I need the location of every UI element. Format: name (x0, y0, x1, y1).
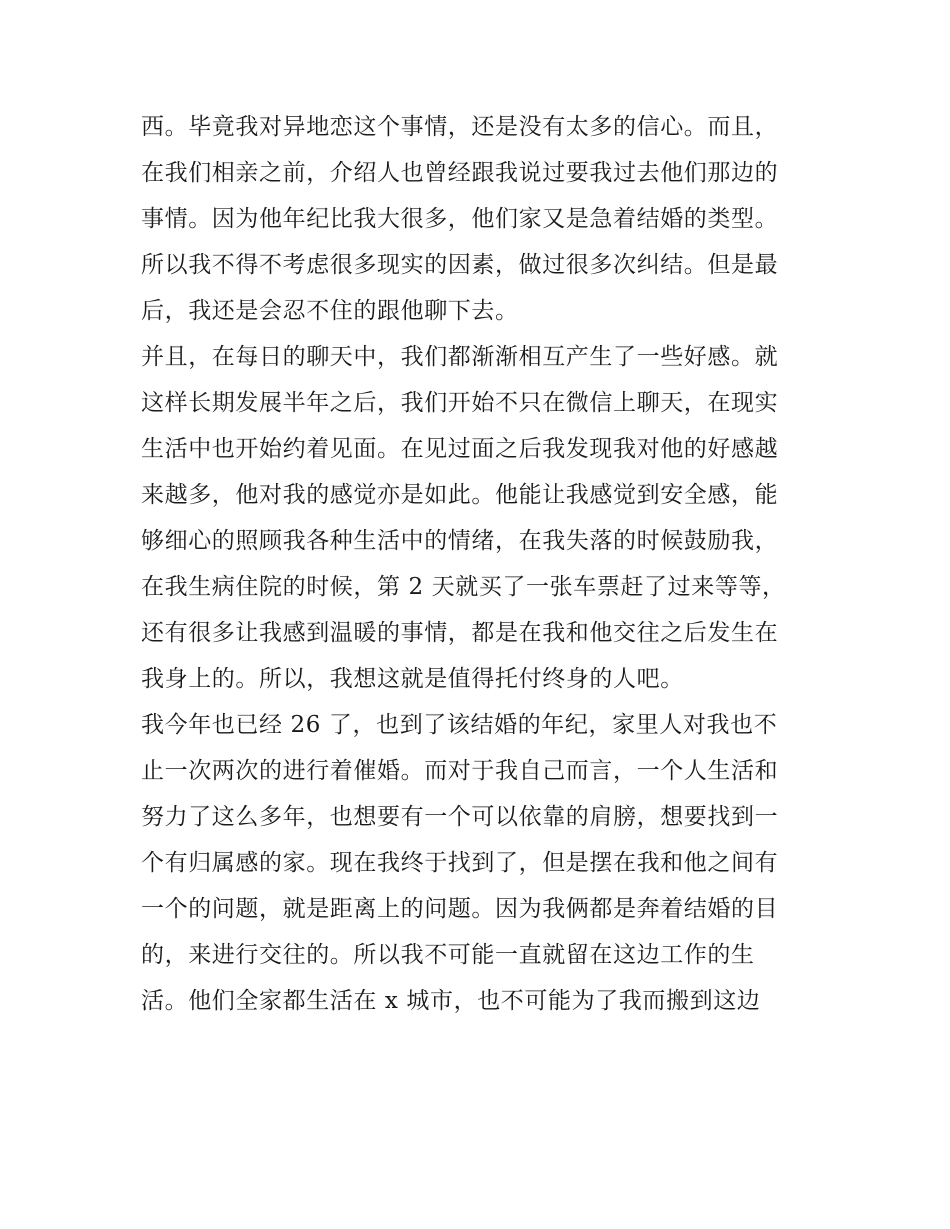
text-line: 够细心的照顾我各种生活中的情绪，在我失落的时候鼓励我， (141, 528, 779, 554)
text-line: 努力了这么多年，也想要有一个可以依靠的肩膀，想要找到一 (141, 804, 779, 830)
text-line: 这样长期发展半年之后，我们开始不只在微信上聊天，在现实 (141, 390, 779, 416)
text-line: 生活中也开始约着见面。在见过面之后我发现我对他的好感越 (141, 436, 779, 462)
text-line: 事情。因为他年纪比我大很多，他们家又是急着结婚的类型。 (141, 206, 779, 232)
text-line: 后，我还是会忍不住的跟他聊下去。 (141, 298, 519, 324)
document-body (141, 104, 821, 1024)
text-line: 在我们相亲之前，介绍人也曾经跟我说过要我过去他们那边的 (141, 160, 779, 186)
text-line: 活。他们全家都生活在 x 城市，也不可能为了我而搬到这边 (141, 988, 761, 1014)
text-line: 西。毕竟我对异地恋这个事情，还是没有太多的信心。而且， (141, 114, 779, 140)
text-line: 的，来进行交往的。所以我不可能一直就留在这边工作的生 (141, 942, 755, 968)
text-line: 一个的问题，就是距离上的问题。因为我俩都是奔着结婚的目 (141, 896, 779, 922)
text-line: 我今年也已经 26 了，也到了该结婚的年纪，家里人对我也不 (141, 712, 778, 738)
text-line: 并且，在每日的聊天中，我们都渐渐相互产生了一些好感。就 (141, 344, 779, 370)
text-line: 在我生病住院的时候，第 2 天就买了一张车票赶了过来等等， (141, 574, 786, 600)
text-line: 所以我不得不考虑很多现实的因素，做过很多次纠结。但是最 (141, 252, 779, 278)
text-line: 个有归属感的家。现在我终于找到了，但是摆在我和他之间有 (141, 850, 779, 876)
text-line: 止一次两次的进行着催婚。而对于我自己而言，一个人生活和 (141, 758, 779, 784)
text-line: 还有很多让我感到温暖的事情，都是在我和他交往之后发生在 (141, 620, 779, 646)
text-line: 来越多，他对我的感觉亦是如此。他能让我感觉到安全感，能 (141, 482, 779, 508)
text-line: 我身上的。所以，我想这就是值得托付终身的人吧。 (141, 666, 684, 692)
